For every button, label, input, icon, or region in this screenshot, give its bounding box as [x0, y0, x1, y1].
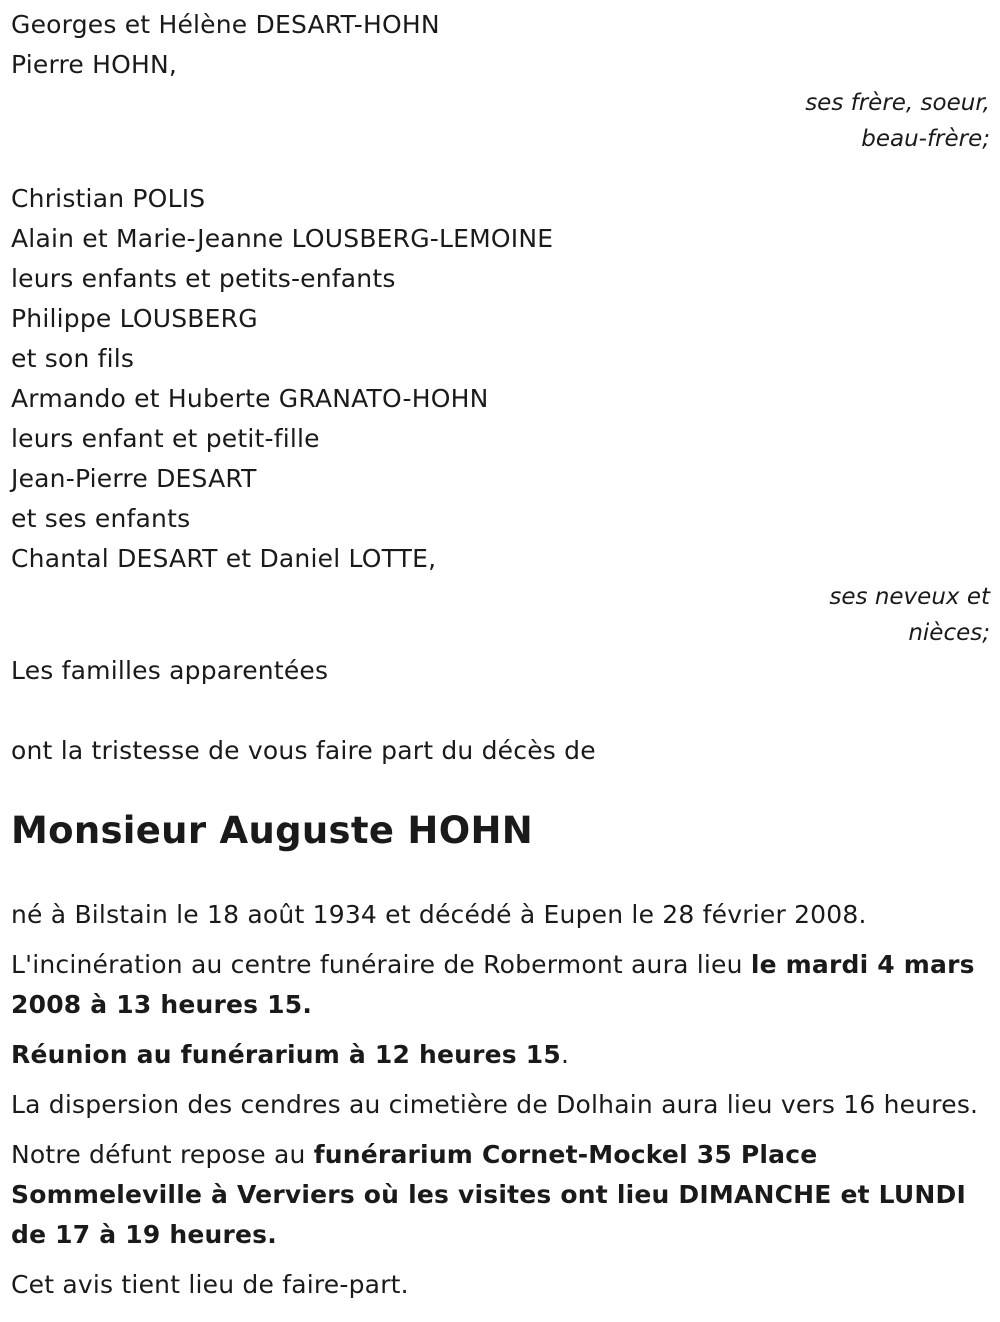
spacer	[11, 157, 990, 179]
announcement-text: ont la tristesse de vous faire part du décès de	[11, 736, 596, 765]
family-line: Pierre HOHN,	[11, 50, 178, 79]
spacer	[11, 691, 990, 731]
relationship-label: beau-frère;	[861, 126, 990, 152]
repose-location: funérarium Cornet-Mockel 35 Place Sommeleville à Verviers où les visites ont lieu DIMANCHE et LUNDI de 17 à 19 heures.	[11, 1140, 966, 1249]
cremation-date: le mardi 4 mars 2008 à 13 heures 15.	[11, 950, 975, 1019]
family-line: Jean-Pierre DESART	[11, 464, 257, 493]
family-line: et ses enfants	[11, 504, 191, 533]
family-line: Philippe LOUSBERG	[11, 304, 258, 333]
meeting-time: Réunion au funérarium à 12 heures 15	[11, 1040, 561, 1069]
meeting-info	[11, 1035, 990, 1075]
related-families: Les familles apparentées	[11, 656, 329, 685]
relationship-label: nièces;	[908, 620, 990, 646]
family-line: Georges et Hélène DESART-HOHN	[11, 10, 440, 39]
birth-death-info: né à Bilstain le 18 août 1934 et décédé à Eupen le 28 février 2008.	[11, 900, 867, 929]
family-line: Alain et Marie-Jeanne LOUSBERG-LEMOINE	[11, 224, 554, 253]
ash-dispersion-info: La dispersion des cendres au cimetière de Dolhain aura lieu vers 16 heures.	[11, 1090, 979, 1119]
family-group-siblings	[11, 5, 990, 157]
closing-note: Cet avis tient lieu de faire-part.	[11, 1270, 409, 1299]
family-line: leurs enfant et petit-fille	[11, 424, 320, 453]
repose-text: Notre défunt repose au	[11, 1140, 314, 1169]
obituary-notice	[11, 5, 990, 1315]
cremation-info	[11, 945, 990, 1025]
deceased-name: Monsieur Auguste HOHN	[11, 809, 533, 852]
cremation-text: L'incinération au centre funéraire de Robermont aura lieu	[11, 950, 751, 979]
repose-info	[11, 1135, 990, 1255]
family-line: Christian POLIS	[11, 184, 206, 213]
family-line: Armando et Huberte GRANATO-HOHN	[11, 384, 489, 413]
relationship-label: ses frère, soeur,	[805, 90, 990, 116]
family-line: Chantal DESART et Daniel LOTTE,	[11, 544, 437, 573]
family-group-nephews	[11, 179, 990, 651]
relationship-label: ses neveux et	[829, 584, 990, 610]
meeting-period: .	[560, 1040, 570, 1069]
family-line: et son fils	[11, 344, 135, 373]
family-line: leurs enfants et petits-enfants	[11, 264, 396, 293]
